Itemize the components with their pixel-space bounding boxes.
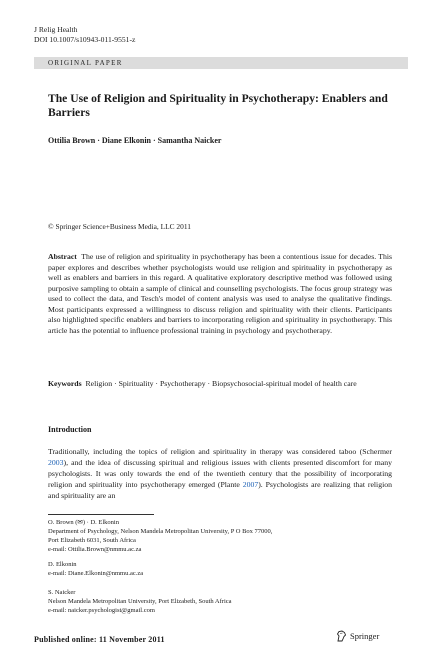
copyright-line: © Springer Science+Business Media, LLC 2011 [48,222,191,231]
journal-name: J Relig Health [34,25,78,34]
abstract-label: Abstract [48,252,77,261]
affiliation-city: Port Elizabeth 6031, South Africa [48,536,136,544]
intro-text-2: ), and the idea of discussing spiritual and religious issues with clients presented discomfort for many psychologists. It was only towards the end of the twentieth century that the possibility of incorporating religion and spirituality into psychotherapy emerged (Plante [48,458,392,490]
article-type-banner: ORIGINAL PAPER [34,57,408,69]
intro-text-1: Traditionally, including the topics of religion and spirituality in therapy was considered taboo (Schermer [48,447,392,456]
affiliation-3 [48,589,392,616]
affiliation-author: S. Naicker [48,589,76,596]
introduction-paragraph [48,446,392,501]
affiliation-author: D. Elkonin [48,561,77,568]
author-list: Ottilia Brown · Diane Elkonin · Samantha Naicker [48,136,222,145]
springer-horse-icon [336,630,347,642]
affiliation-1 [48,519,392,555]
affiliation-institution: Nelson Mandela Metropolitan University, Port Elizabeth, South Africa [48,597,232,605]
publisher-name: Springer [350,631,380,641]
abstract [48,252,392,336]
intro-text-3: ). Psychologists are realizing that religion and spirituality are an [48,480,392,501]
footnote-divider [48,514,154,515]
affiliation-email: e-mail: Ottilia.Brown@nmmu.ac.za [48,545,142,553]
affiliation-authors: O. Brown (✉) · D. Elkonin [48,519,119,526]
publisher-logo [336,630,379,642]
citation-link[interactable]: 2007 [242,480,259,490]
citation-link[interactable]: 2003 [48,458,64,468]
section-heading-introduction: Introduction [48,425,92,434]
published-date: Published online: 11 November 2011 [34,635,165,644]
keywords-text: Religion · Spirituality · Psychotherapy · Biopsychosocial-spiritual model of health care [85,379,357,388]
affiliation-2 [48,561,392,579]
article-title: The Use of Religion and Spirituality in Psychotherapy: Enablers and Barriers [48,92,388,119]
keywords [48,379,392,390]
affiliation-email: e-mail: Diane.Elkonin@nmmu.ac.za [48,569,144,577]
abstract-text: The use of religion and spirituality in psychotherapy has been a contentious issue for decades. This paper explores and describes whether psychologists would use religion and spirituality in psychotherapy as well as enablers and barriers in this regard. A qualitative exploratory descriptive method was followed using purposive sampling to obtain a sample of clinical and counselling psychologists. The focus group strategy was used to collect the data, and Tesch's model of content analysis was used to analyse the qualitative findings. Most participants expressed a willingness to discuss religion and spirituality with their clients. Participants also highlighted specific enablers and barriers to incorporating religion and spirituality in psychotherapy. This article has the potential to influence professional training in psychology and psychotherapy. [48,252,392,335]
affiliation-dept: Department of Psychology, Nelson Mandela Metropolitan University, P O Box 77000, [48,527,273,535]
doi: DOI 10.1007/s10943-011-9551-z [34,35,136,44]
affiliation-email: e-mail: naicker.psychologist@gmail.com [48,606,155,614]
keywords-label: Keywords [48,379,82,388]
